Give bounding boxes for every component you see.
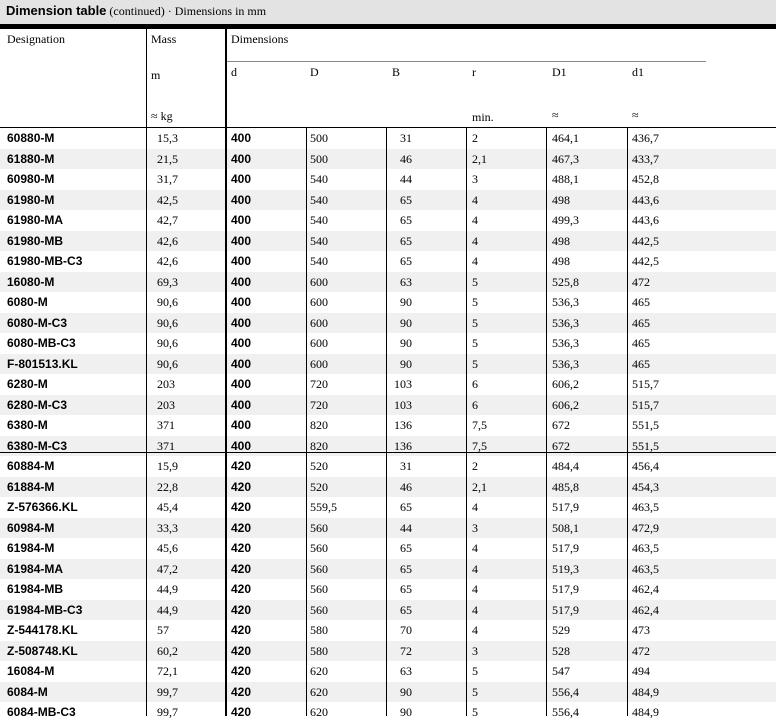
table-row	[0, 456, 776, 477]
cell-designation: 60884-M	[7, 459, 55, 473]
cell-D1: 508,1	[552, 520, 579, 535]
col-divider-d	[306, 127, 307, 716]
header-d1-note: ≈	[632, 108, 639, 122]
header-mass-unit: ≈ kg	[151, 109, 173, 123]
cell-r: 6	[472, 377, 478, 391]
cell-D1: 525,8	[552, 274, 579, 289]
cell-d1: 551,5	[632, 418, 659, 432]
cell-d: 400	[231, 377, 252, 391]
cell-D1: 556,4	[552, 705, 579, 719]
cell-mass: 45,6	[157, 541, 178, 555]
cell-B: 46	[400, 479, 412, 494]
cell-designation: 6380-M-C3	[7, 438, 68, 453]
header-B: B	[392, 65, 401, 79]
cell-D: 520	[310, 459, 328, 473]
table-row	[0, 333, 776, 354]
cell-d: 400	[231, 397, 252, 412]
cell-d: 400	[231, 356, 252, 371]
col-divider-D1	[627, 127, 628, 716]
cell-mass: 33,3	[157, 520, 178, 535]
cell-r: 5	[472, 295, 478, 309]
col-divider-mass	[225, 29, 227, 716]
table-title	[0, 0, 776, 24]
cell-mass: 203	[157, 377, 175, 391]
cell-D: 540	[310, 254, 328, 268]
table-row	[0, 702, 776, 723]
cell-B: 90	[400, 356, 412, 371]
cell-r: 5	[472, 336, 478, 350]
header-mass: Mass	[151, 32, 177, 46]
cell-d: 400	[231, 295, 252, 309]
table-row	[0, 272, 776, 293]
cell-D1: 517,9	[552, 541, 579, 555]
cell-d1: 551,5	[632, 438, 659, 453]
cell-D1: 464,1	[552, 131, 579, 145]
cell-designation: 61980-MA	[7, 213, 64, 227]
cell-D: 600	[310, 356, 328, 371]
cell-D1: 606,2	[552, 377, 579, 391]
cell-D: 820	[310, 418, 328, 432]
cell-B: 136	[394, 438, 412, 453]
cell-D: 540	[310, 172, 328, 186]
cell-designation: 61984-MB	[7, 582, 64, 596]
cell-designation: 6084-M	[7, 684, 48, 699]
table-row	[0, 313, 776, 334]
cell-d: 420	[231, 500, 252, 514]
header-d1: d1	[632, 65, 644, 79]
cell-r: 4	[472, 561, 478, 576]
header-r: r	[472, 65, 476, 79]
cell-D: 560	[310, 541, 328, 555]
cell-d: 400	[231, 418, 252, 432]
cell-d: 400	[231, 151, 252, 166]
table-row	[0, 661, 776, 682]
cell-r: 3	[472, 172, 478, 186]
cell-D1: 485,8	[552, 479, 579, 494]
col-divider-D	[386, 127, 387, 716]
cell-designation: 16080-M	[7, 274, 55, 289]
cell-B: 31	[400, 131, 412, 145]
cell-B: 65	[400, 602, 412, 617]
cell-designation: 60984-M	[7, 520, 55, 535]
cell-D1: 519,3	[552, 561, 579, 576]
cell-d1: 443,6	[632, 192, 659, 207]
cell-B: 31	[400, 459, 412, 473]
cell-d1: 515,7	[632, 377, 659, 391]
cell-B: 65	[400, 500, 412, 514]
cell-mass: 371	[157, 418, 175, 432]
cell-mass: 21,5	[157, 151, 178, 166]
cell-D1: 528	[552, 643, 570, 658]
cell-mass: 44,9	[157, 582, 178, 596]
cell-designation: 60980-M	[7, 172, 55, 186]
cell-d: 400	[231, 438, 252, 453]
table-row	[0, 538, 776, 559]
cell-mass: 203	[157, 397, 175, 412]
table-row	[0, 169, 776, 190]
cell-d1: 465	[632, 336, 650, 350]
table-row	[0, 354, 776, 375]
cell-D1: 672	[552, 438, 570, 453]
cell-designation: 6080-M-C3	[7, 315, 68, 330]
cell-D: 580	[310, 623, 328, 637]
cell-d: 420	[231, 705, 252, 719]
cell-mass: 371	[157, 438, 175, 453]
cell-r: 4	[472, 254, 478, 268]
cell-D1: 488,1	[552, 172, 579, 186]
cell-D1: 547	[552, 664, 570, 678]
table-row	[0, 641, 776, 662]
cell-B: 65	[400, 541, 412, 555]
cell-r: 4	[472, 213, 478, 227]
cell-designation: Z-508748.KL	[7, 643, 78, 658]
cell-r: 4	[472, 541, 478, 555]
cell-designation: F-801513.KL	[7, 356, 78, 371]
cell-designation: 6080-M	[7, 295, 48, 309]
cell-B: 63	[400, 274, 412, 289]
cell-d: 400	[231, 192, 252, 207]
cell-d1: 472,9	[632, 520, 659, 535]
cell-D: 560	[310, 582, 328, 596]
table-header	[0, 29, 776, 127]
cell-mass: 45,4	[157, 500, 178, 514]
header-d: d	[231, 65, 237, 79]
cell-D: 500	[310, 131, 328, 145]
cell-D1: 529	[552, 623, 570, 637]
cell-designation: 6280-M	[7, 377, 48, 391]
cell-D: 540	[310, 233, 328, 248]
header-mass-symbol: m	[151, 68, 161, 82]
cell-D1: 484,4	[552, 459, 579, 473]
cell-B: 90	[400, 684, 412, 699]
cell-d1: 462,4	[632, 602, 659, 617]
cell-B: 136	[394, 418, 412, 432]
header-dimensions-rule	[226, 61, 706, 62]
cell-D1: 498	[552, 233, 570, 248]
cell-d1: 472	[632, 643, 650, 658]
cell-mass: 15,3	[157, 131, 178, 145]
table-title-rest: (continued) · Dimensions in mm	[106, 4, 267, 18]
cell-r: 5	[472, 356, 478, 371]
cell-mass: 42,7	[157, 213, 178, 227]
cell-B: 65	[400, 582, 412, 596]
cell-r: 2	[472, 459, 478, 473]
cell-d1: 463,5	[632, 541, 659, 555]
cell-r: 4	[472, 602, 478, 617]
cell-r: 5	[472, 684, 478, 699]
cell-D1: 498	[552, 192, 570, 207]
cell-d1: 443,6	[632, 213, 659, 227]
cell-D1: 556,4	[552, 684, 579, 699]
cell-d1: 463,5	[632, 500, 659, 514]
header-r-note: min.	[472, 110, 494, 124]
header-designation: Designation	[7, 32, 65, 46]
cell-mass: 90,6	[157, 356, 178, 371]
header-bottom-rule	[0, 127, 776, 128]
cell-B: 103	[394, 377, 412, 391]
cell-d1: 456,4	[632, 459, 659, 473]
cell-r: 5	[472, 274, 478, 289]
table-row	[0, 395, 776, 416]
cell-D: 560	[310, 520, 328, 535]
cell-mass: 99,7	[157, 705, 178, 719]
cell-d: 400	[231, 254, 252, 268]
cell-d1: 515,7	[632, 397, 659, 412]
cell-B: 46	[400, 151, 412, 166]
cell-D: 620	[310, 684, 328, 699]
cell-d1: 454,3	[632, 479, 659, 494]
cell-B: 44	[400, 520, 412, 535]
table-row	[0, 600, 776, 621]
col-divider-r	[546, 127, 547, 716]
cell-designation: 6380-M	[7, 418, 48, 432]
cell-r: 3	[472, 520, 478, 535]
cell-r: 5	[472, 315, 478, 330]
cell-D: 560	[310, 602, 328, 617]
cell-D1: 467,3	[552, 151, 579, 166]
cell-mass: 22,8	[157, 479, 178, 494]
cell-d1: 436,7	[632, 131, 659, 145]
cell-d1: 442,5	[632, 233, 659, 248]
header-D: D	[310, 65, 319, 79]
table-title-bold: Dimension table	[6, 3, 107, 18]
cell-designation: 61980-MB-C3	[7, 254, 83, 268]
table-row	[0, 292, 776, 313]
cell-D1: 498	[552, 254, 570, 268]
table-row	[0, 620, 776, 641]
cell-D: 600	[310, 336, 328, 350]
cell-designation: 61980-M	[7, 192, 55, 207]
table-row	[0, 251, 776, 272]
cell-r: 2,1	[472, 151, 487, 166]
table-row	[0, 579, 776, 600]
cell-d: 420	[231, 602, 252, 617]
cell-d: 420	[231, 643, 252, 658]
cell-B: 70	[400, 623, 412, 637]
cell-designation: 61880-M	[7, 151, 55, 166]
cell-B: 65	[400, 213, 412, 227]
cell-d: 400	[231, 131, 252, 145]
table-row	[0, 518, 776, 539]
cell-r: 7,5	[472, 418, 487, 432]
cell-d: 400	[231, 172, 252, 186]
cell-D: 620	[310, 705, 328, 719]
cell-B: 65	[400, 254, 412, 268]
cell-mass: 47,2	[157, 561, 178, 576]
cell-d: 420	[231, 459, 252, 473]
cell-d: 420	[231, 582, 252, 596]
cell-mass: 31,7	[157, 172, 178, 186]
cell-mass: 15,9	[157, 459, 178, 473]
cell-D: 540	[310, 192, 328, 207]
cell-B: 65	[400, 233, 412, 248]
cell-r: 4	[472, 623, 478, 637]
cell-d1: 484,9	[632, 684, 659, 699]
cell-d: 420	[231, 561, 252, 576]
cell-d: 400	[231, 315, 252, 330]
cell-mass: 72,1	[157, 664, 178, 678]
cell-D: 560	[310, 561, 328, 576]
cell-designation: 61980-MB	[7, 233, 64, 248]
cell-mass: 90,6	[157, 295, 178, 309]
cell-d1: 463,5	[632, 561, 659, 576]
table-row	[0, 415, 776, 436]
cell-mass: 44,9	[157, 602, 178, 617]
cell-D1: 517,9	[552, 582, 579, 596]
cell-r: 4	[472, 582, 478, 596]
table-row	[0, 497, 776, 518]
cell-d1: 472	[632, 274, 650, 289]
table-row	[0, 190, 776, 211]
cell-mass: 99,7	[157, 684, 178, 699]
cell-D: 720	[310, 397, 328, 412]
cell-B: 90	[400, 295, 412, 309]
cell-r: 7,5	[472, 438, 487, 453]
cell-d1: 465	[632, 295, 650, 309]
cell-D1: 517,9	[552, 602, 579, 617]
cell-d: 400	[231, 233, 252, 248]
cell-mass: 90,6	[157, 336, 178, 350]
cell-D: 540	[310, 213, 328, 227]
cell-designation: 61884-M	[7, 479, 55, 494]
group-divider	[0, 452, 776, 453]
col-divider-B	[466, 127, 467, 716]
cell-d: 420	[231, 664, 252, 678]
cell-designation: 6280-M-C3	[7, 397, 68, 412]
cell-D: 500	[310, 151, 328, 166]
cell-r: 5	[472, 705, 478, 719]
cell-B: 90	[400, 315, 412, 330]
cell-D1: 536,3	[552, 356, 579, 371]
cell-D1: 517,9	[552, 500, 579, 514]
cell-r: 4	[472, 192, 478, 207]
cell-D: 820	[310, 438, 328, 453]
cell-d: 400	[231, 213, 252, 227]
cell-mass: 42,6	[157, 254, 178, 268]
cell-r: 6	[472, 397, 478, 412]
cell-mass: 69,3	[157, 274, 178, 289]
cell-d: 420	[231, 684, 252, 699]
cell-d1: 433,7	[632, 151, 659, 166]
cell-r: 4	[472, 233, 478, 248]
cell-D: 720	[310, 377, 328, 391]
cell-d1: 484,9	[632, 705, 659, 719]
cell-designation: 16084-M	[7, 664, 55, 678]
cell-mass: 42,5	[157, 192, 178, 207]
cell-D: 600	[310, 274, 328, 289]
cell-D: 520	[310, 479, 328, 494]
cell-B: 90	[400, 705, 412, 719]
cell-D: 559,5	[310, 500, 337, 514]
cell-r: 5	[472, 664, 478, 678]
cell-designation: 61984-MA	[7, 561, 64, 576]
cell-D: 580	[310, 643, 328, 658]
cell-mass: 60,2	[157, 643, 178, 658]
cell-designation: Z-544178.KL	[7, 623, 78, 637]
cell-d: 420	[231, 520, 252, 535]
table-row	[0, 231, 776, 252]
header-D1-note: ≈	[552, 108, 559, 122]
cell-r: 4	[472, 500, 478, 514]
cell-D1: 672	[552, 418, 570, 432]
table-row	[0, 682, 776, 703]
table-row	[0, 128, 776, 149]
cell-d1: 465	[632, 315, 650, 330]
cell-mass: 42,6	[157, 233, 178, 248]
cell-r: 3	[472, 643, 478, 658]
col-divider-designation	[146, 29, 147, 716]
cell-d1: 442,5	[632, 254, 659, 268]
cell-B: 72	[400, 643, 412, 658]
cell-d: 400	[231, 336, 252, 350]
cell-d1: 462,4	[632, 582, 659, 596]
cell-r: 2	[472, 131, 478, 145]
cell-d1: 452,8	[632, 172, 659, 186]
cell-designation: 6080-MB-C3	[7, 336, 76, 350]
cell-designation: 6084-MB-C3	[7, 705, 76, 719]
cell-d: 420	[231, 479, 252, 494]
cell-D1: 536,3	[552, 315, 579, 330]
cell-B: 63	[400, 664, 412, 678]
cell-mass: 57	[157, 623, 169, 637]
cell-d: 400	[231, 274, 252, 289]
table-row	[0, 559, 776, 580]
cell-designation: 61984-M	[7, 541, 55, 555]
cell-D1: 536,3	[552, 336, 579, 350]
header-D1: D1	[552, 65, 567, 79]
cell-D1: 606,2	[552, 397, 579, 412]
cell-d: 420	[231, 541, 252, 555]
cell-B: 103	[394, 397, 412, 412]
cell-d1: 473	[632, 623, 650, 637]
cell-B: 90	[400, 336, 412, 350]
cell-B: 65	[400, 561, 412, 576]
cell-D1: 499,3	[552, 213, 579, 227]
cell-B: 65	[400, 192, 412, 207]
cell-designation: 61984-MB-C3	[7, 602, 83, 617]
cell-D: 600	[310, 315, 328, 330]
table-row	[0, 210, 776, 231]
cell-D: 600	[310, 295, 328, 309]
cell-designation: 60880-M	[7, 131, 55, 145]
header-dimensions: Dimensions	[231, 32, 289, 46]
cell-d1: 494	[632, 664, 650, 678]
table-row	[0, 374, 776, 395]
cell-B: 44	[400, 172, 412, 186]
cell-mass: 90,6	[157, 315, 178, 330]
cell-d1: 465	[632, 356, 650, 371]
table-row	[0, 477, 776, 498]
table-row	[0, 149, 776, 170]
cell-d: 420	[231, 623, 252, 637]
cell-r: 2,1	[472, 479, 487, 494]
cell-D: 620	[310, 664, 328, 678]
cell-designation: Z-576366.KL	[7, 500, 78, 514]
cell-D1: 536,3	[552, 295, 579, 309]
